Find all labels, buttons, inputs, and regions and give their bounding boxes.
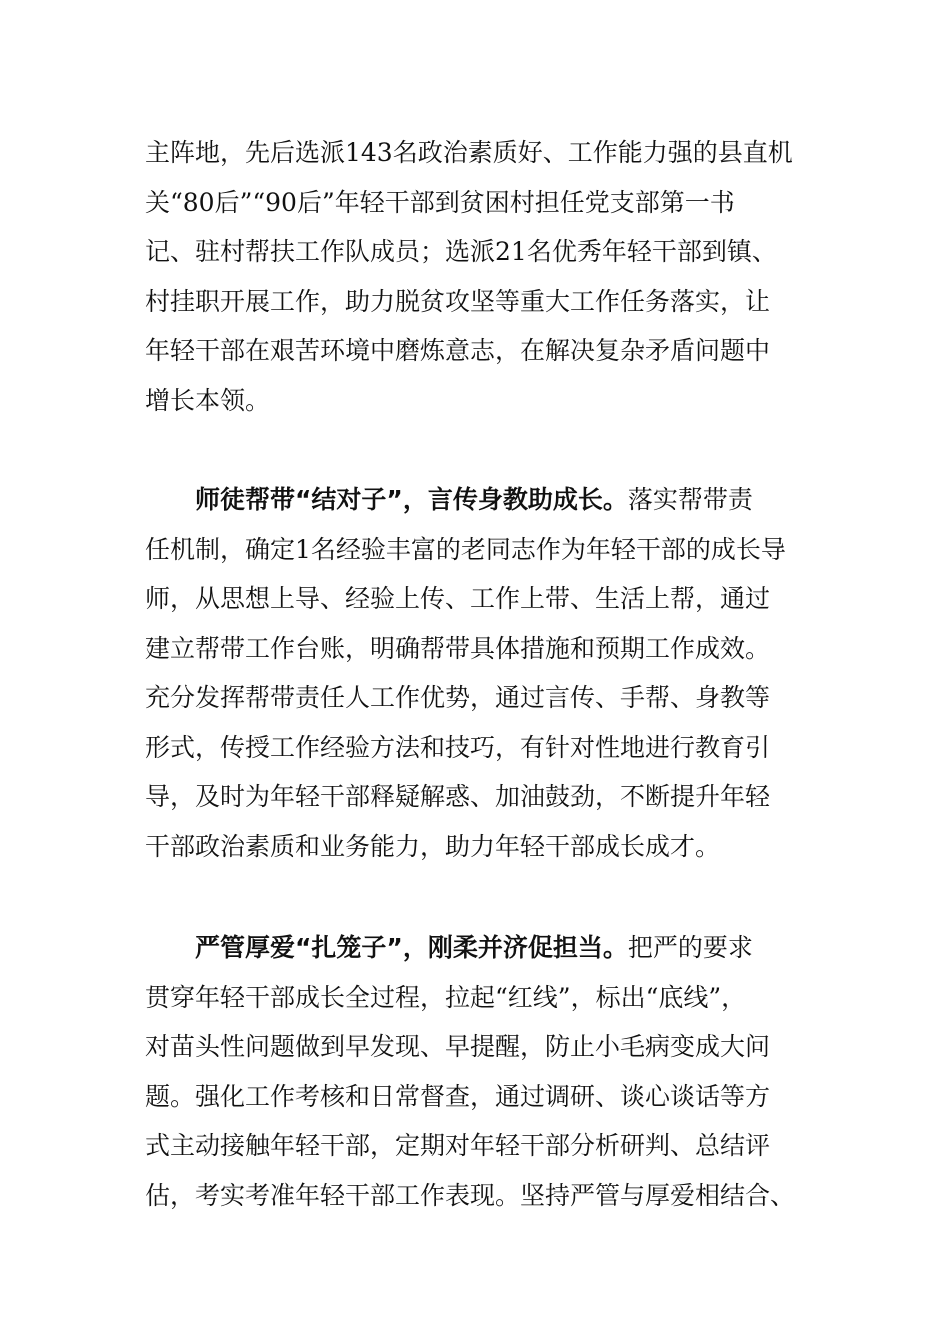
paragraph-strict-management [145,923,810,1220]
text-line: 贯穿年轻干部成长全过程，拉起“红线”，标出“底线”， [145,982,747,1012]
text-line: 记、驻村帮扶工作队成员；选派21名优秀年轻干部到镇、 [145,237,777,266]
text-line: 题。强化工作考核和日常督查，通过调研、谈心谈话等方 [145,1081,771,1111]
text-line: 建立帮带工作台账，明确帮带具体措施和预期工作成效。 [145,633,771,663]
paragraph-heading: 严管厚爱“扎笼子”，刚柔并济促担当。 [195,933,628,962]
text-run: 落实帮带责 [627,485,753,514]
paragraph-mentoring [145,475,810,871]
text-line: 估，考实考准年轻干部工作表现。坚持严管与厚爱相结合、 [145,1180,796,1210]
text-line [145,923,810,973]
text-line: 年轻干部在艰苦环境中磨炼意志，在解决复杂矛盾问题中 [145,336,771,365]
text-line: 主阵地，先后选派143名政治素质好、工作能力强的县直机 [145,138,793,167]
text-line: 形式，传授工作经验方法和技巧，有针对性地进行教育引 [145,732,771,762]
text-run: 把严的要求 [627,933,753,962]
text-line: 充分发挥帮带责任人工作优势，通过言传、手帮、身教等 [145,683,771,712]
text-line: 对苗头性问题做到早发现、早提醒，防止小毛病变成大问 [145,1032,771,1061]
text-line: 村挂职开展工作，助力脱贫攻坚等重大工作任务落实，让 [145,286,771,316]
text-line: 任机制，确定1名经验丰富的老同志作为年轻干部的成长导 [145,534,786,564]
text-line: 式主动接触年轻干部，定期对年轻干部分析研判、总结评 [145,1131,771,1160]
text-line: 增长本领。 [145,385,271,415]
text-line: 师，从思想上导、经验上传、工作上带、生活上帮，通过 [145,584,771,613]
text-line: 关“80后”“90后”年轻干部到贫困村担任党支部第一书 [145,187,735,217]
text-line: 干部政治素质和业务能力，助力年轻干部成长成才。 [145,831,721,861]
text-line [145,475,810,525]
paragraph-heading: 师徒帮带“结对子”，言传身教助成长。 [195,485,628,514]
text-line: 导，及时为年轻干部释疑解惑、加油鼓劲，不断提升年轻 [145,782,771,811]
paragraph-frontline-training [145,128,810,425]
